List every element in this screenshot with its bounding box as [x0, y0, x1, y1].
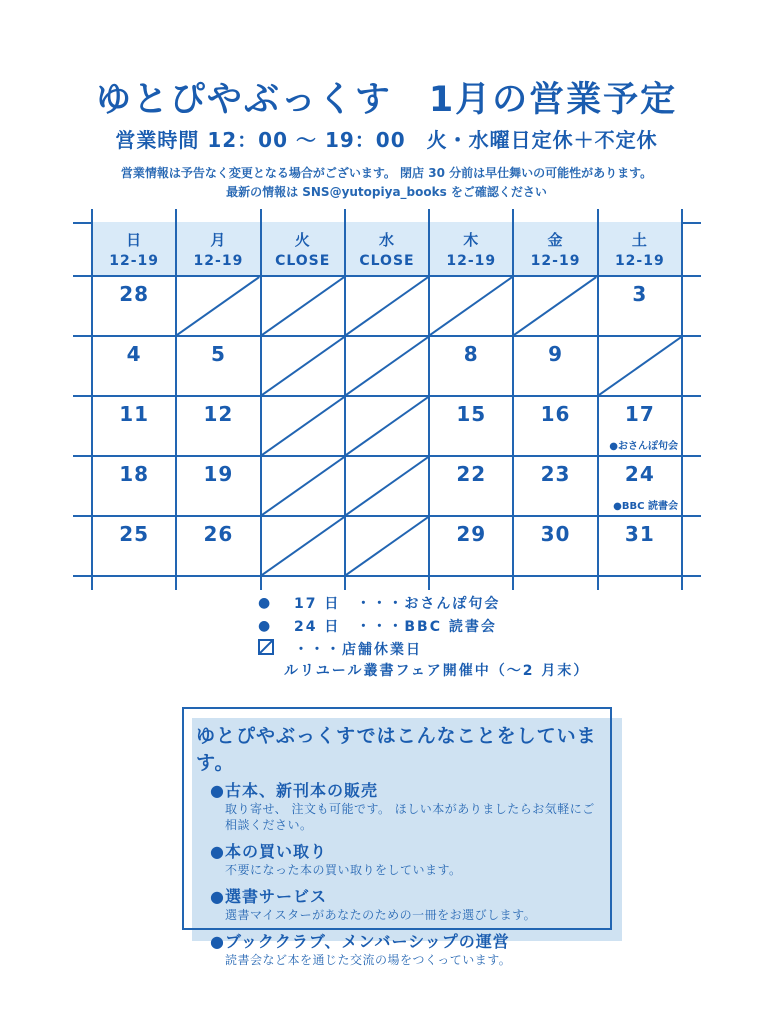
- service-item: [210, 781, 598, 833]
- calendar-cell: 22: [428, 457, 512, 515]
- calendar-cell: 12: [175, 397, 259, 455]
- grid-ticks-bottom: [91, 577, 683, 590]
- event-label: ●おさんぽ句会: [609, 441, 678, 452]
- calendar-cell-closed: [260, 277, 344, 335]
- closed-diagonal-icon: [599, 337, 681, 395]
- poster-subtitle: 営業時間 12：00 ～ 19：00 火・水曜日定休＋不定休: [115, 128, 658, 152]
- service-title: ●選書サービス: [210, 887, 327, 906]
- calendar-row: [91, 397, 683, 457]
- day-header-fri: 金 12-19: [512, 222, 596, 275]
- services-box-content: [182, 707, 612, 968]
- calendar-row: [91, 457, 683, 517]
- closed-diagonal-icon: [346, 457, 428, 515]
- calendar-cell: 25: [91, 517, 175, 575]
- closed-diagonal-icon: [430, 277, 512, 335]
- calendar-cell: 4: [91, 337, 175, 395]
- legend-item-text: ・・・店舗休業日: [294, 641, 422, 658]
- calendar-cell-closed: [512, 277, 596, 335]
- calendar-cell: 19: [175, 457, 259, 515]
- legend-item: [258, 614, 589, 637]
- calendar-cell-closed: [344, 337, 428, 395]
- closed-diagonal-icon: [346, 337, 428, 395]
- closed-diagonal-icon: [346, 397, 428, 455]
- notice-line-2: 最新の情報は SNS@yutopiya_books をご確認ください: [226, 185, 547, 199]
- service-title: ●古本、新刊本の販売: [210, 781, 378, 800]
- calendar-cell-closed: [344, 277, 428, 335]
- legend-item-text: 24 日 ・・・BBC 読書会: [294, 618, 497, 635]
- service-description: 取り寄せ、 注文も可能です。 ほしい本がありましたらお気軽にご相談ください。: [225, 802, 595, 832]
- service-title: ●本の買い取り: [210, 842, 327, 861]
- grid-ticks-top: [91, 209, 683, 222]
- calendar-header-row: [91, 222, 683, 277]
- calendar-cell: 29: [428, 517, 512, 575]
- closed-diagonal-icon: [262, 397, 344, 455]
- calendar-row: [91, 517, 683, 577]
- service-description: 不要になった本の買い取りをしています。: [225, 863, 462, 877]
- legend-item-text: 17 日 ・・・おさんぽ句会: [294, 595, 501, 612]
- calendar-cell-closed: [260, 517, 344, 575]
- calendar-cell: 30: [512, 517, 596, 575]
- closed-diagonal-icon: [346, 517, 428, 575]
- services-heading: ゆとぴやぶっくすではこんなことをしています。: [196, 725, 597, 774]
- closed-diagonal-icon: [514, 277, 596, 335]
- closed-diagonal-icon: [262, 517, 344, 575]
- calendar-row: [91, 337, 683, 397]
- day-header-sun: 日 12-19: [91, 222, 175, 275]
- service-title: ●ブッククラブ、メンバーシップの運営: [210, 932, 510, 951]
- legend-item: [258, 637, 589, 660]
- service-item: [210, 887, 598, 923]
- day-header-wed: 水 CLOSE: [344, 222, 428, 275]
- calendar-cell: 3: [597, 277, 683, 335]
- calendar-cell-closed: [428, 277, 512, 335]
- service-description: 選書マイスターがあなたのための一冊をお選びします。: [225, 908, 537, 922]
- calendar-cell-closed: [597, 337, 683, 395]
- calendar-cell-closed: [260, 337, 344, 395]
- calendar-cell-closed: [260, 457, 344, 515]
- calendar-cell-closed: [344, 397, 428, 455]
- notice-line-1: 営業情報は予告なく変更となる場合がございます。 閉店 30 分前は早仕舞いの可能性があります。: [120, 166, 653, 180]
- event-label: ●BBC 読書会: [613, 501, 678, 512]
- day-header-sat: 土 12-19: [597, 222, 683, 275]
- calendar-cell: 8: [428, 337, 512, 395]
- calendar-row: [91, 277, 683, 337]
- day-header-mon: 月 12-19: [175, 222, 259, 275]
- day-header-tue: 火 CLOSE: [260, 222, 344, 275]
- poster-title: ゆとぴやぶっくす 1月の営業予定: [95, 80, 678, 120]
- calendar-cell-closed: [175, 277, 259, 335]
- dot-icon: ●: [258, 594, 273, 611]
- calendar-cell: 9: [512, 337, 596, 395]
- service-item: [210, 932, 598, 968]
- calendar-cell-event: 17 ●おさんぽ句会: [597, 397, 683, 455]
- calendar-cell: 28: [91, 277, 175, 335]
- closed-diagonal-icon: [262, 277, 344, 335]
- calendar-cell: 18: [91, 457, 175, 515]
- closed-day-icon: [258, 639, 274, 655]
- calendar-table: [91, 222, 683, 577]
- services-box: [182, 707, 612, 967]
- closed-diagonal-icon: [346, 277, 428, 335]
- calendar-cell: 31: [597, 517, 683, 575]
- calendar-cell: 11: [91, 397, 175, 455]
- service-description: 読書会など本を通じた交流の場をつくっています。: [225, 953, 512, 967]
- legend: [258, 591, 589, 683]
- calendar-cell: 15: [428, 397, 512, 455]
- dot-icon: ●: [258, 617, 273, 634]
- day-header-thu: 木 12-19: [428, 222, 512, 275]
- closed-diagonal-icon: [262, 457, 344, 515]
- calendar-cell: 5: [175, 337, 259, 395]
- fair-note: ルリユール叢書フェア開催中（～2 月末）: [284, 663, 590, 679]
- service-item: [210, 842, 598, 878]
- calendar-cell: 16: [512, 397, 596, 455]
- calendar-cell-closed: [344, 517, 428, 575]
- legend-item: [258, 591, 589, 614]
- closed-diagonal-icon: [177, 277, 259, 335]
- calendar-cell-event: 24 ●BBC 読書会: [597, 457, 683, 515]
- calendar-cell: 26: [175, 517, 259, 575]
- calendar-cell-closed: [344, 457, 428, 515]
- calendar-cell-closed: [260, 397, 344, 455]
- calendar-cell: 23: [512, 457, 596, 515]
- closed-diagonal-icon: [262, 337, 344, 395]
